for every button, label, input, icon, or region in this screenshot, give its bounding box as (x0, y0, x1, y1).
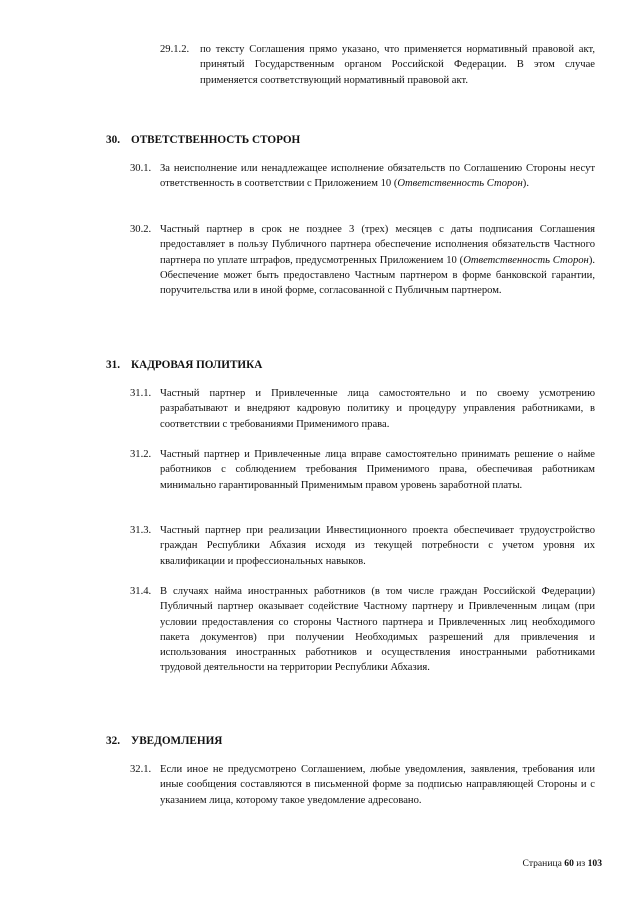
section-title: КАДРОВАЯ ПОЛИТИКА (131, 359, 263, 371)
page-separator: из (576, 858, 586, 869)
page-label: Страница (522, 858, 562, 869)
page-current-number: 60 (564, 858, 574, 869)
page-footer (523, 858, 602, 869)
page-total-number: 103 (587, 858, 602, 869)
section-number: 30. (106, 134, 120, 146)
clause-text: Частный партнер и Привлеченные лица самостоятельно и по своему усмотрению разрабатывают и внедряют кадровую политику и процедуру управления работниками, в соответствии с требованиями Применимого права. (160, 388, 595, 430)
clause-text: Частный партнер и Привлеченные лица вправе самостоятельно принимать решение о найме работников с соблюдением требования Применимого права, обеспечивая работникам минимально гарантированный Применимым правом уровень заработной платы. (160, 449, 595, 491)
clause-number: 31.3. (130, 525, 152, 536)
section-title: УВЕДОМЛЕНИЯ (131, 735, 223, 747)
clause-text-part: ). Обеспечение может быть предоставлено Частным партнером в форме банковской гарантии, поручительства или в иной форме, согласованной с Публичным партнером. (160, 254, 595, 297)
clause-number: 30.2. (130, 224, 152, 235)
clause-text: В случаях найма иностранных работников (в том числе граждан Российской Федерации) Публичный партнер оказывает содействие Частному партнеру и Привлеченным лицам (при условии предоставления со стороны Частного партнера и Привлеченных лиц необходимого пакета документов) при получении Необходимых разрешений для привлечения и использования иностранных работников и осуществления иностранными работниками трудовой деятельности на территории Республики Абхазия. (160, 586, 595, 674)
clause-italic-ref: Ответственность Сторон (463, 254, 589, 266)
clause-italic-ref: Ответственность Сторон (397, 178, 523, 190)
clause-number: 31.2. (130, 449, 152, 460)
section-number: 32. (106, 735, 120, 747)
clause-text: Частный партнер при реализации Инвестиционного проекта обеспечивает трудоустройство граждан Республики Абхазия исходя из текущей потребности с учетом уровня их квалификации и профессиональных навыков. (160, 525, 595, 567)
clause-text: по тексту Соглашения прямо указано, что применяется нормативный правовой акт, принятый Государственным органом Российской Федерации. В этом случае применяется соответствующий нормативный правовой акт. (200, 44, 595, 86)
clause-text-part: За неисполнение или ненадлежащее исполнение обязательств по Соглашению Стороны несут ответственность в соответствии с Приложением 10 ( (160, 163, 595, 190)
clause-number: 30.1. (130, 163, 152, 174)
clause-number: 29.1.2. (160, 44, 190, 55)
clause-number: 31.1. (130, 388, 152, 399)
clause-text-part: ). (522, 178, 529, 190)
clause-number: 32.1. (130, 764, 152, 775)
clause-number: 31.4. (130, 586, 152, 597)
clause-text (160, 161, 595, 192)
clause-text: Если иное не предусмотрено Соглашением, любые уведомления, заявления, требования или иные сообщения составляются в письменной форме за подписью направляющей Стороны и с указанием лица, которому такое уведомление адресовано. (160, 764, 595, 806)
section-title: ОТВЕТСТВЕННОСТЬ СТОРОН (131, 134, 301, 146)
clause-text (160, 222, 595, 298)
clause-text-part: Частный партнер в срок не позднее 3 (трех) месяцев с даты подписания Соглашения предоставляет в пользу Публичного партнера обеспечение исполнения обязательств Частного партнера по уплате штрафов, предусмотренных Приложением 10 ( (160, 224, 595, 266)
section-number: 31. (106, 359, 120, 371)
